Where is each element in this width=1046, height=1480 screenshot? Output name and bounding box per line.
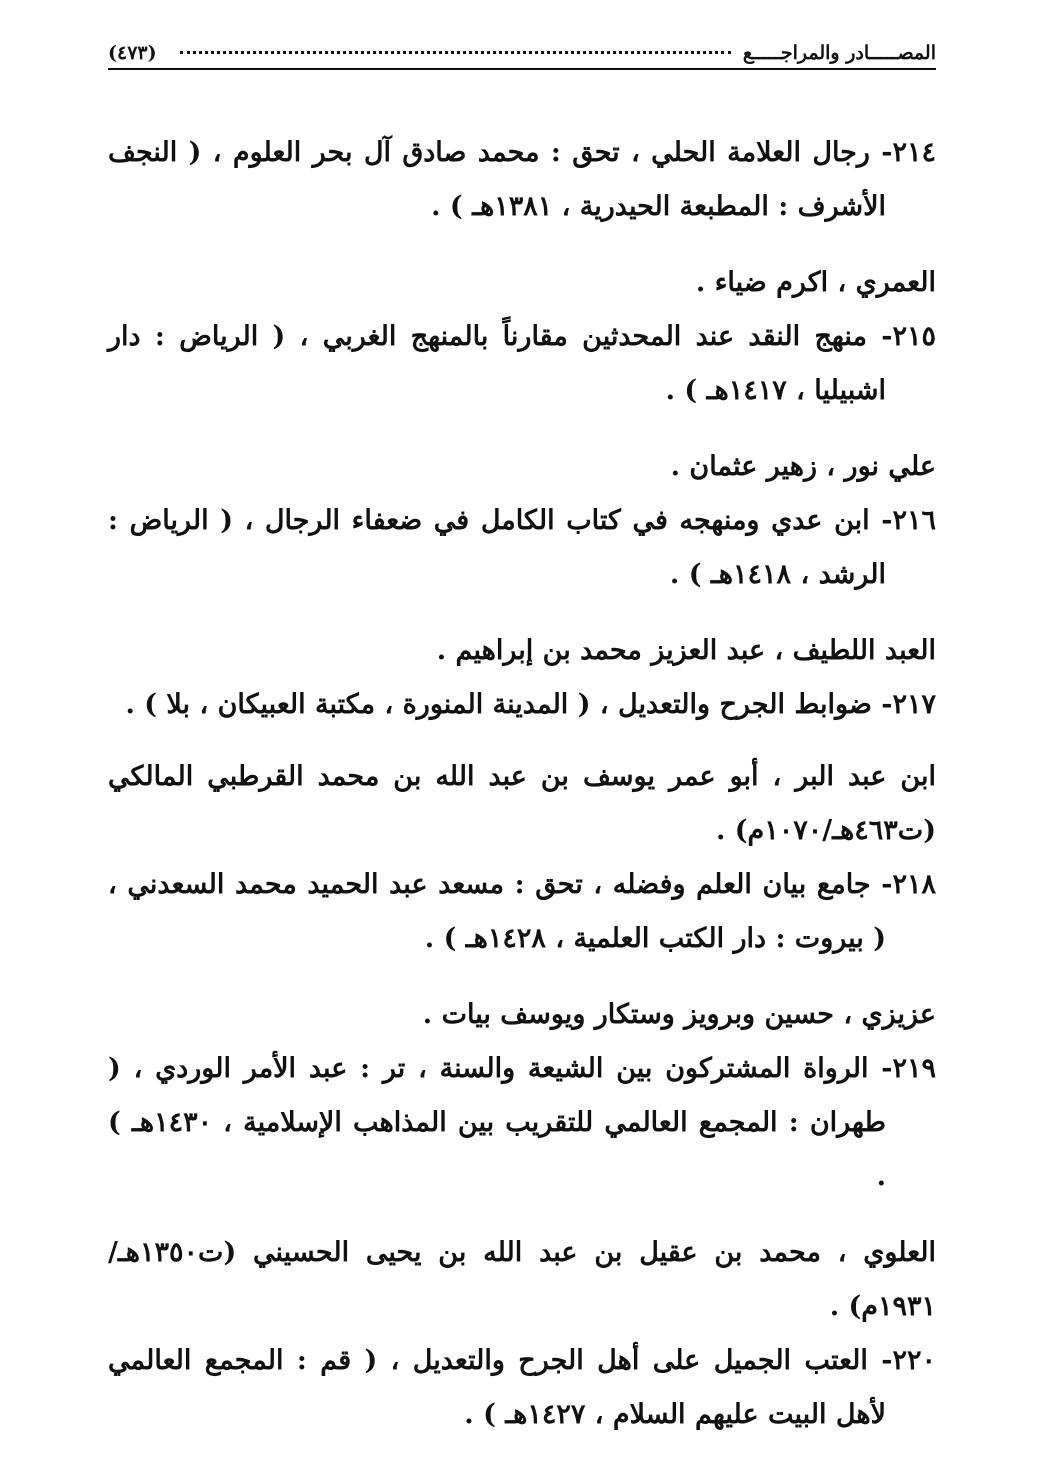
author-heading: العمري ، اكرم ضياء .: [695, 267, 936, 298]
author-heading: ابن عبد البر ، أبو عمر يوسف بن عبد الله بن محمد القرطبي المالكي (ت٤٦٣هـ/١٠٧٠م) .: [108, 761, 936, 846]
bibliography-list: [108, 126, 936, 1442]
bibliography-entry-215: ٢١٥- منهج النقد عند المحدثين مقارناً بالمنهج الغربي ، ( الرياض : دار اشبيليا ، ١٤١٧هـ ) .: [108, 321, 936, 406]
author-heading: العلوي ، محمد بن عقيل بن عبد الله بن يحيى الحسيني (ت١٣٥٠هـ/١٩٣١م) .: [108, 1237, 936, 1322]
author-heading: عزيزي ، حسين وبرويز وستكار ويوسف بيات .: [422, 999, 936, 1030]
page: [108, 38, 936, 1442]
running-title: المصـــــادر والمراجـــــع: [742, 42, 936, 64]
bibliography-entry-220: ٢٢٠- العتب الجميل على أهل الجرح والتعديل ، ( قم : المجمع العالمي لأهل البيت عليهم السلام ، ١٤٢٧هـ ) .: [108, 1345, 936, 1430]
header-dot-leader: [180, 51, 731, 54]
page-number: (٤٧٣): [108, 42, 157, 64]
running-header: [108, 38, 936, 70]
author-heading: العبد اللطيف ، عبد العزيز محمد بن إبراهيم .: [436, 635, 936, 666]
bibliography-entry-214: ٢١٤- رجال العلامة الحلي ، تحق : محمد صادق آل بحر العلوم ، ( النجف الأشرف : المطبعة الحيدرية ، ١٣٨١هـ ) .: [108, 137, 936, 222]
bibliography-entry-216: ٢١٦- ابن عدي ومنهجه في كتاب الكامل في ضعفاء الرجال ، ( الرياض : الرشد ، ١٤١٨هـ ) .: [108, 505, 936, 590]
author-heading: علي نور ، زهير عثمان .: [670, 451, 936, 482]
bibliography-entry-218: ٢١٨- جامع بيان العلم وفضله ، تحق : مسعد عبد الحميد محمد السعدني ، ( بيروت : دار الكتب العلمية ، ١٤٢٨هـ ) .: [108, 869, 936, 954]
bibliography-entry-219: ٢١٩- الرواة المشتركون بين الشيعة والسنة ، تر : عبد الأمر الوردي ، ( طهران : المجمع العالمي للتقريب بين المذاهب الإسلامية ، ١٤٣٠هـ ) .: [108, 1053, 936, 1192]
bibliography-entry-217: ٢١٧- ضوابط الجرح والتعديل ، ( المدينة المنورة ، مكتبة العبيكان ، بلا ) .: [125, 689, 936, 720]
